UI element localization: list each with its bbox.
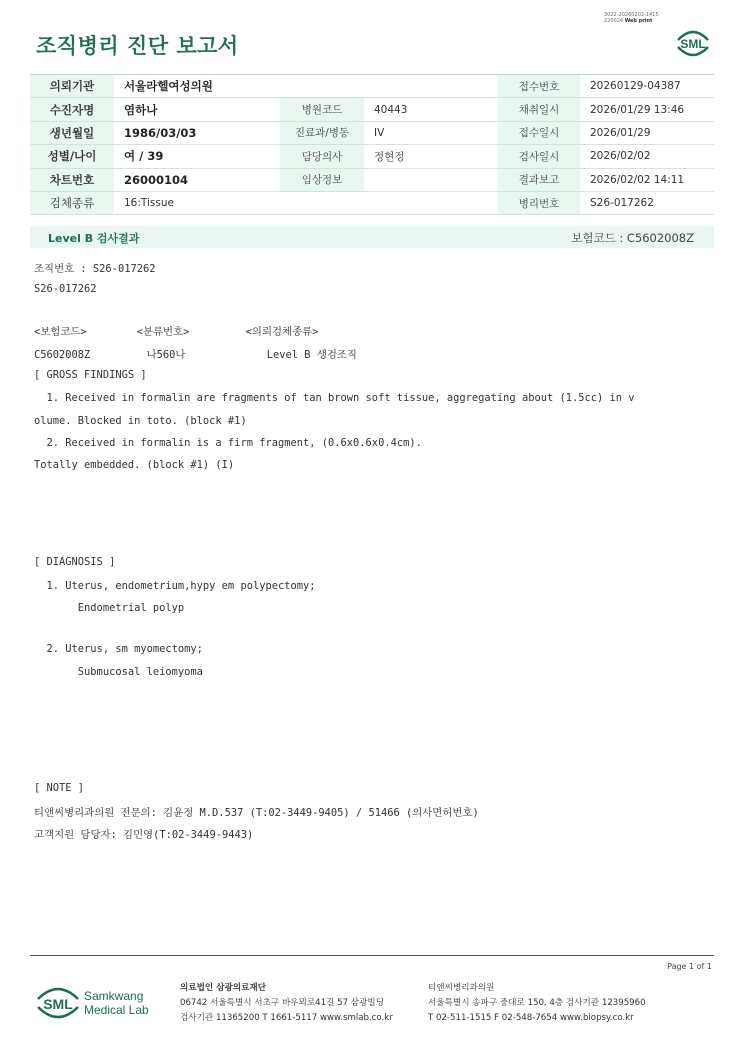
footer-foundation-contact: 검사기관 11365200 T 1661-5117 www.smlab.co.kr (180, 1013, 393, 1023)
gross-finding-line: olume. Blocked in toto. (block #1) (34, 415, 247, 427)
cell-value: 2026/01/29 13:46 (580, 98, 714, 121)
cell-label: 검체종류 (30, 191, 114, 214)
cell-label: 병원코드 (280, 98, 364, 121)
web-print-label: Web print (624, 18, 653, 24)
level-b-result-bar (30, 226, 714, 248)
cell-value: 정현정 (364, 145, 498, 168)
gross-finding-line: Totally embedded. (block #1) (I) (34, 459, 235, 471)
diagnosis-line: 1. Uterus, endometrium,hypy em polypectomy; (34, 580, 316, 592)
sml-logo-icon (674, 26, 712, 60)
cell-value: 1986/03/03 (114, 121, 280, 144)
cell-value: 2026/02/02 (580, 145, 714, 168)
footer-logo-sub1: Samkwang (84, 989, 144, 1003)
cell-value: 20260129-04387 (580, 75, 714, 98)
cell-label: 검사일시 (498, 145, 580, 168)
cell-value: 염하나 (114, 98, 280, 121)
cell-value: 여 / 39 (114, 145, 280, 168)
note-line: 고객지원 담당자: 김민영(T:02-3449-9443) (34, 829, 254, 841)
tissue-number-line: 조직번호 : S26-017262 (34, 263, 156, 275)
page-number: Page 1 of 1 (667, 962, 712, 971)
footer-logo-main: SML (43, 996, 73, 1012)
table-row (30, 75, 714, 98)
cell-label: 접수번호 (498, 75, 580, 98)
note-line: 티앤씨병리과의원 전문의: 김윤정 M.D.537 (T:02-3449-9405) / 51466 (의사면허번호) (34, 807, 479, 819)
cell-label: 의뢰기관 (30, 75, 114, 98)
gross-findings-heading: [ GROSS FINDINGS ] (34, 369, 147, 381)
code-value-line: C5602008Z 나560나 Level B 생검조직 (34, 349, 357, 361)
cell-label: 성별/나이 (30, 145, 114, 168)
cell-label: 생년월일 (30, 121, 114, 144)
table-row (30, 121, 714, 144)
footer-foundation-name: 의료법인 삼광의료재단 (180, 983, 267, 993)
sml-logo-text: SML (680, 37, 706, 51)
footer-divider (30, 955, 714, 956)
level-b-title: Level B 검사결과 (48, 232, 140, 245)
cell-label: 병리번호 (498, 191, 580, 214)
cell-label: 접수일시 (498, 121, 580, 144)
cell-value: 2026/01/29 (580, 121, 714, 144)
print-meta-line2: 220024 (604, 18, 624, 24)
samkwang-logo-icon (36, 979, 186, 1027)
insurance-code: 보험코드 : C5602008Z (571, 231, 694, 245)
diagnosis-line: Submucosal leiomyoma (34, 666, 203, 678)
note-heading: [ NOTE ] (34, 782, 85, 794)
cell-value: 16:Tissue (114, 191, 280, 214)
footer-foundation-info (180, 981, 393, 1026)
cell-value (364, 75, 498, 98)
cell-value (364, 191, 498, 214)
cell-label (280, 191, 364, 214)
cell-label: 임상정보 (280, 168, 364, 191)
cell-label: 수진자명 (30, 98, 114, 121)
table-row (30, 168, 714, 191)
tissue-number: S26-017262 (34, 283, 97, 295)
cell-label (280, 75, 364, 98)
footer-foundation-address: 06742 서울특별시 서초구 바우뫼로41길 57 삼광빌딩 (180, 998, 384, 1008)
diagnosis-line: Endometrial polyp (34, 602, 185, 614)
diagnosis-line: 2. Uterus, sm myomectomy; (34, 643, 203, 655)
cell-value: IV (364, 121, 498, 144)
code-header-line: <보험코드> <분류번호> <의뢰검체종류> (34, 326, 319, 338)
cell-label: 결과보고 (498, 168, 580, 191)
cell-value: 2026/02/02 14:11 (580, 168, 714, 191)
table-row (30, 98, 714, 121)
cell-label: 채취일시 (498, 98, 580, 121)
footer-clinic-contact: T 02-511-1515 F 02-548-7654 www.biopsy.co.kr (428, 1013, 634, 1023)
diagnosis-heading: [ DIAGNOSIS ] (34, 556, 116, 568)
cell-value: S26-017262 (580, 191, 714, 214)
gross-finding-line: 1. Received in formalin are fragments of tan brown soft tissue, aggregating about (1.5cc) in v (34, 392, 635, 404)
footer-logo-sub2: Medical Lab (84, 1003, 149, 1017)
cell-label: 담당의사 (280, 145, 364, 168)
gross-finding-line: 2. Received in formalin is a firm fragment, (0.6x0.6x0.4cm). (34, 437, 422, 449)
footer-clinic-name: 티앤씨병리과의원 (428, 983, 495, 993)
cell-label: 차트번호 (30, 168, 114, 191)
print-meta-line1: 3022-20260202-1415 (604, 12, 659, 18)
footer-clinic-address: 서울특별시 송파구 중대로 150, 4층 검사기관 12395960 (428, 998, 646, 1008)
report-title: 조직병리 진단 보고서 (36, 34, 239, 58)
table-row (30, 145, 714, 168)
cell-value: 26000104 (114, 168, 280, 191)
cell-value: 40443 (364, 98, 498, 121)
cell-value (364, 168, 498, 191)
table-row (30, 191, 714, 214)
patient-info-table (30, 74, 714, 215)
footer-clinic-info (428, 981, 646, 1026)
cell-value: 서울라헬여성의원 (114, 75, 280, 98)
cell-label: 진료과/병동 (280, 121, 364, 144)
print-meta (604, 12, 659, 24)
